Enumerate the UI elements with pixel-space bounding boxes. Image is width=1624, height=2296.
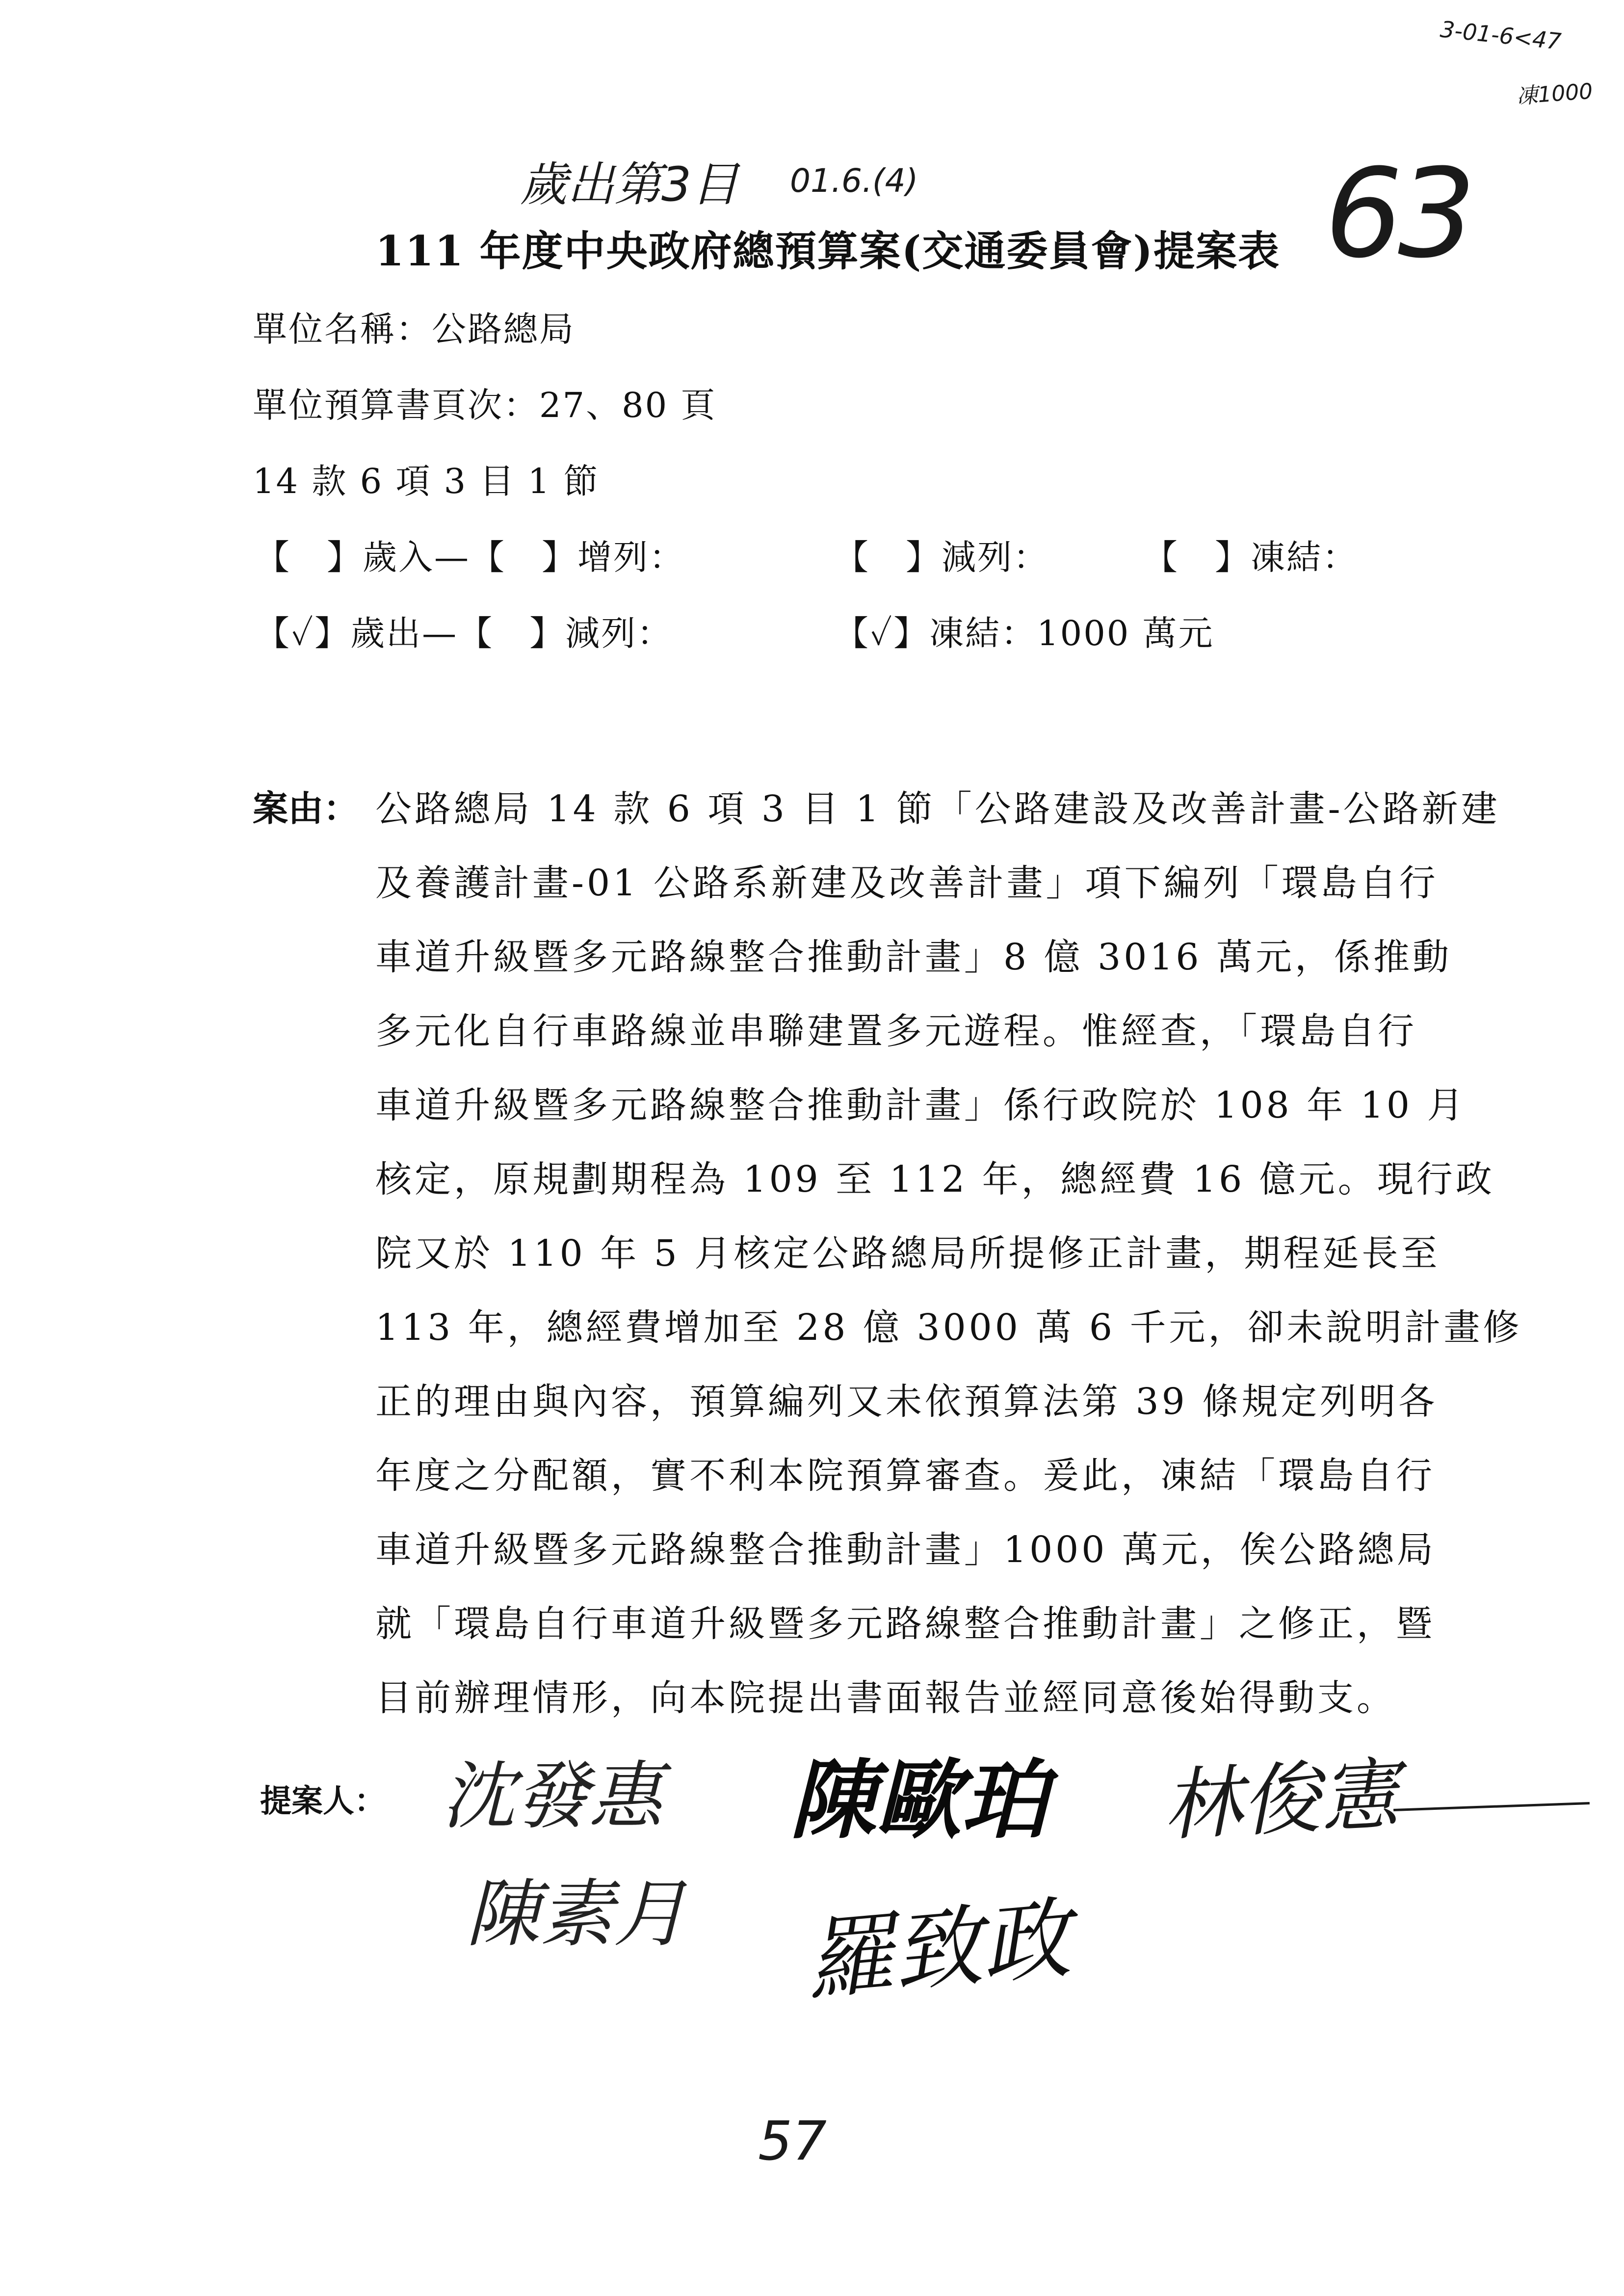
reason-line: 目前辦理情形，向本院提出書面報告並經同意後始得動支。 — [375, 1677, 1396, 1719]
signature-3: 林俊憲 — [1161, 1748, 1401, 1852]
reason-line: 車道升級暨多元路線整合推動計畫」8 億 3016 萬元，係推動 — [375, 936, 1452, 978]
reason-label: 案由： — [253, 787, 359, 829]
page-number: 57 — [758, 2110, 827, 2172]
reason-line: 院又於 110 年 5 月核定公路總局所提修正計畫，期程延長至 — [375, 1232, 1441, 1275]
signature-stroke — [1393, 1802, 1590, 1811]
reason-line: 多元化自行車路線並串聯建置多元遊程。惟經查，「環島自行 — [375, 1010, 1417, 1052]
signature-4: 陳素月 — [466, 1872, 687, 1957]
top-right-code: 3-01-6<47 — [1439, 16, 1563, 55]
reason-line: 公路總局 14 款 6 項 3 目 1 節「公路建設及改善計畫-公路新建 — [375, 788, 1500, 830]
option-revenue: 【 】歲入—【 】增列： — [255, 537, 685, 577]
option-revenue-freeze: 【 】凍結： — [1143, 537, 1358, 577]
reason-line: 核定，原規劃期程為 109 至 112 年，總經費 16 億元。現行政 — [375, 1158, 1495, 1200]
handwritten-category: 歲出第3目 — [520, 157, 739, 212]
option-expense-freeze: 【✓】凍結：1000 萬元 — [834, 613, 1214, 653]
option-expense: 【✓】歲出—【 】減列： — [255, 613, 673, 653]
reason-line: 車道升級暨多元路線整合推動計畫」係行政院於 108 年 10 月 — [375, 1084, 1467, 1126]
proposer-label: 提案人： — [260, 1783, 386, 1820]
budget-section: 14 款 6 項 3 目 1 節 — [253, 461, 600, 501]
reason-line: 113 年，總經費增加至 28 億 3000 萬 6 千元，卻未說明計畫修 — [375, 1306, 1522, 1349]
reason-line: 正的理由與內容，預算編列又未依預算法第 39 條規定列明各 — [375, 1381, 1438, 1423]
signature-1: 沈發惠 — [442, 1754, 663, 1839]
handwritten-date: 01.6.(4) — [790, 162, 918, 200]
budget-pages: 單位預算書頁次：27、80 頁 — [253, 385, 717, 425]
reason-line: 年度之分配額，實不利本院預算審查。爰此，凍結「環島自行 — [375, 1455, 1435, 1497]
reason-line: 就「環島自行車道升級暨多元路線整合推動計畫」之修正，暨 — [375, 1603, 1435, 1645]
option-revenue-reduce: 【 】減列： — [834, 537, 1049, 577]
proposal-number: 63 — [1325, 142, 1471, 285]
page-title: 111 年度中央政府總預算案(交通委員會)提案表 — [375, 227, 1281, 275]
signature-5: 羅致政 — [801, 1887, 1074, 2013]
unit-name: 單位名稱：公路總局 — [253, 309, 575, 349]
top-right-freeze: 凍1000 — [1515, 78, 1594, 109]
reason-line: 車道升級暨多元路線整合推動計畫」1000 萬元，俟公路總局 — [375, 1529, 1436, 1571]
signature-2: 陳歐珀 — [790, 1751, 1048, 1851]
reason-line: 及養護計畫-01 公路系新建及改善計畫」項下編列「環島自行 — [375, 862, 1439, 904]
